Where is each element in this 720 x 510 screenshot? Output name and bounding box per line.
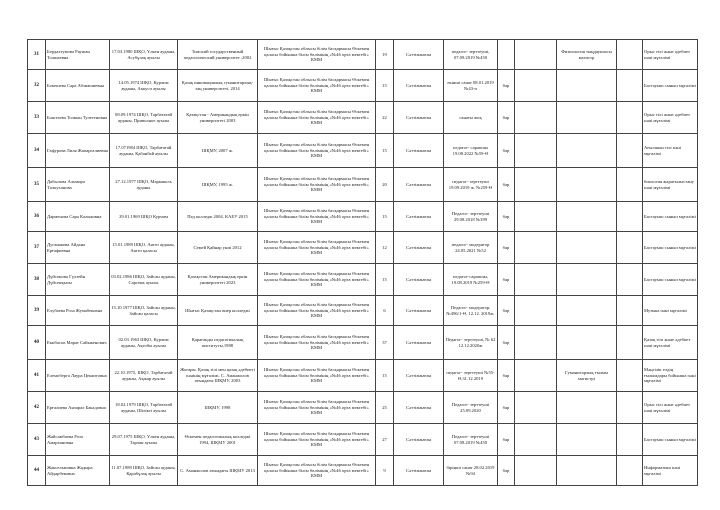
blank-cell-2 — [515, 70, 557, 102]
table-row — [28, 202, 698, 232]
education: Қазақстан Американдық еркін университеті 2023 — [178, 264, 258, 296]
row-number: 40 — [28, 326, 46, 360]
years-experience: 22 — [376, 102, 394, 134]
blank-cell-2 — [515, 134, 557, 168]
years-experience: 6 — [376, 296, 394, 326]
category-status: Сәттімжаған — [394, 264, 444, 296]
blank-cell-1: бар — [498, 202, 515, 232]
blank-cell-3 — [617, 326, 643, 360]
blank-cell-1: бар — [498, 296, 515, 326]
qualification: Педагог- зерттеуші 25.09.2020 — [444, 392, 498, 424]
row-number: 34 — [28, 134, 46, 168]
qualification: педагог- сарапшы 19.08.2022 №59-Ө — [444, 134, 498, 168]
table-row — [28, 40, 698, 70]
subject: Орыс тілі және әдебиет пәні мұғалімі — [643, 392, 698, 424]
full-name: Ерғалиева Анзарал Бакадовна — [46, 392, 110, 424]
education: Қазақстан - Американдық еркін университеті 2003 — [178, 102, 258, 134]
blank-cell-3 — [617, 296, 643, 326]
table-row — [28, 456, 698, 486]
birth-info: 02.03.1963 ШҚО, Курчим ауданы, Ақтобы ауылы — [110, 326, 178, 360]
category-status: Сәттімжаған — [394, 392, 444, 424]
degree — [557, 134, 617, 168]
blank-cell-3 — [617, 70, 643, 102]
staff-table-sheet — [27, 39, 697, 486]
blank-cell-1: бар — [498, 424, 515, 456]
degree — [557, 168, 617, 202]
full-name: Жайсамбаева Роза Амархановна — [46, 424, 110, 456]
qualification: санаты жоқ — [444, 102, 498, 134]
full-name: Гафурова Лиля Жапаргалиевна — [46, 134, 110, 168]
blank-cell-3 — [617, 456, 643, 486]
qualification: Педагог- зерттеуші 07.08.2019 №450 — [444, 424, 498, 456]
degree — [557, 296, 617, 326]
blank-cell-2 — [515, 456, 557, 486]
qualification: екінші санат 08.01.2019 №43-п — [444, 70, 498, 102]
education: Өскемен педагогикалық колледжі 1994, ШҚМУ 2001 — [178, 424, 258, 456]
row-number: 42 — [28, 392, 46, 424]
blank-cell-1: бар — [498, 264, 515, 296]
subject: Бастауыш сынып мұғалімі — [643, 232, 698, 264]
degree — [557, 392, 617, 424]
workplace: Шығыс Қазақстан облысы білім басқармасы Өскемен қаласы бойынша білім бөлімінің «№46 орта мектебі» КММ — [258, 296, 376, 326]
blank-cell-2 — [515, 168, 557, 202]
birth-info: 15.10.1977 ШҚО, Зайсан ауданы, Зайсан қаласы — [110, 296, 178, 326]
years-experience: 15 — [376, 264, 394, 296]
degree — [557, 424, 617, 456]
blank-cell-1: бар — [498, 360, 515, 392]
education: Қарағанды педагогикалық институты,1988 — [178, 326, 258, 360]
blank-cell-2 — [515, 102, 557, 134]
blank-cell-3 — [617, 134, 643, 168]
subject: Информатика пәні мұғалімі — [643, 456, 698, 486]
years-experience: 15 — [376, 202, 394, 232]
table-row — [28, 168, 698, 202]
education: Жоғары. Қазақ тілі мен қазақ әдебиеті пәнінің мұғалімі, С. Аманжолов атындағы ШҚМУ, 2003 — [178, 360, 258, 392]
qualification: Педагог- зерттеуші, № 62 12.12.2020ж — [444, 326, 498, 360]
full-name: Бердахтумова Раушан Толшаевна — [46, 40, 110, 70]
subject: биология жаратылыстану пәні мұғалімі — [643, 168, 698, 202]
education: ШҚМУ, 1995 ж. — [178, 168, 258, 202]
degree — [557, 456, 617, 486]
workplace: Шығыс Қазақстан облысы білім басқармасы Өскемен қаласы бойынша білім бөлімінің «№46 орта мектебі» КММ — [258, 70, 376, 102]
workplace: Шығыс Қазақстан облысы білім басқармасы Өскемен қаласы бойынша білім бөлімінің «№46 орта мектебі» КММ — [258, 326, 376, 360]
degree — [557, 102, 617, 134]
category-status: Сәттімжаған — [394, 296, 444, 326]
row-number: 41 — [28, 360, 46, 392]
blank-cell-3 — [617, 424, 643, 456]
workplace: Шығыс Қазақстан облысы білім басқармасы Өскемен қаласы бойынша білім бөлімінің «№46 орта мектебі» КММ — [258, 202, 376, 232]
category-status: Сәттімжаған — [394, 424, 444, 456]
blank-cell-1: бар — [498, 70, 515, 102]
workplace: Шығыс Қазақстан облысы білім басқармасы Өскемен қаласы бойынша білім бөлімінің «№46 орта мектебі» КММ — [258, 168, 376, 202]
subject: Бастауыш сынып мұғалімі — [643, 70, 698, 102]
workplace: Шығыс Қазақстан облысы білім басқармасы Өскемен қаласы бойынша білім бөлімінің «№46 орта мектебі» КММ — [258, 40, 376, 70]
table-row — [28, 70, 698, 102]
row-number: 44 — [28, 456, 46, 486]
full-name: Дүйсенова Гүлзейн Дүйсенқызы — [46, 264, 110, 296]
birth-info: 15.01.1989 ШҚО, Аягөз ауданы, Аягөз қаласы — [110, 232, 178, 264]
workplace: Шығыс Қазақстан облысы білім басқармасы Өскемен қаласы бойынша білім бөлімінің «№46 орта мектебі» КММ — [258, 424, 376, 456]
workplace: Шығыс Қазақстан облысы білім басқармасы Өскемен қаласы бойынша білім бөлімінің «№46 орта мектебі» КММ — [258, 102, 376, 134]
subject: Мәңгілік елдің ғылымдары бойынша пәні мұғалімі — [643, 360, 698, 392]
blank-cell-1 — [498, 40, 515, 70]
subject: Музыка пәні мұғалімі — [643, 296, 698, 326]
row-number: 39 — [28, 296, 46, 326]
degree: Физиология тыңдаушысы магистр — [557, 40, 617, 70]
degree — [557, 232, 617, 264]
blank-cell-1: бар — [498, 134, 515, 168]
birth-info: 29.01.1969 ШҚО Курчим — [110, 202, 178, 232]
blank-cell-2 — [515, 202, 557, 232]
category-status: Сәттімжаған — [394, 202, 444, 232]
table-row — [28, 296, 698, 326]
blank-cell-1: бар — [498, 392, 515, 424]
qualification: педагог-сарапшы, 19.08.2019 №259-Ө — [444, 264, 498, 296]
education: Томский государственный педагогический университет ,2002 — [178, 40, 258, 70]
table-row — [28, 360, 698, 392]
subject: Қазақ тілі және әдебиет пәні мұғалімі — [643, 326, 698, 360]
qualification: педагог- зерттеуші, 07.09.2019 №450 — [444, 40, 498, 70]
subject: Бастауыш сынып мұғалімі — [643, 202, 698, 232]
full-name: Дуганакова Айдана Ерғафиевна — [46, 232, 110, 264]
blank-cell-3 — [617, 232, 643, 264]
birth-info: 08.09.1974 ШҚО, Тарбағатай ауданы, Приволное ауылы — [110, 102, 178, 134]
years-experience: 15 — [376, 70, 394, 102]
blank-cell-3 — [617, 264, 643, 296]
row-number: 33 — [28, 102, 46, 134]
blank-cell-3 — [617, 102, 643, 134]
row-number: 32 — [28, 70, 46, 102]
blank-cell-2 — [515, 40, 557, 70]
education: ШҚМУ, 2007 ж. — [178, 134, 258, 168]
workplace: Шығыс Қазақстан облысы білім басқармасы Өскемен қаласы бойынша білім бөлімінің «№46 орта мектебі» КММ — [258, 134, 376, 168]
full-name: Екибасов Марат Сайыкенович — [46, 326, 110, 360]
category-status: Сәттімжаған — [394, 70, 444, 102]
blank-cell-1: бар — [498, 168, 515, 202]
years-experience: 20 — [376, 168, 394, 202]
blank-cell-3 — [617, 360, 643, 392]
category-status: Сәттімжаған — [394, 326, 444, 360]
full-name: Елубаева Роза Жумабековна — [46, 296, 110, 326]
category-status: Сәттімжаған — [394, 102, 444, 134]
subject: Бастауыш сынып мұғалімі — [643, 264, 698, 296]
subject: Ағылшын тілі пәні мұғалімі — [643, 134, 698, 168]
table-row — [28, 424, 698, 456]
subject: Бастауыш сынып мұғалімі — [643, 424, 698, 456]
category-status: Сәттімжаған — [394, 360, 444, 392]
row-number: 43 — [28, 424, 46, 456]
education: ШҚМУ, 1998 — [178, 392, 258, 424]
table-row — [28, 264, 698, 296]
category-status: Сәттімжаған — [394, 134, 444, 168]
row-number: 35 — [28, 168, 46, 202]
birth-info: 18.02.1979 ШҚО, Тарбағатай ауданы, Шілікті ауылы — [110, 392, 178, 424]
table-row — [28, 134, 698, 168]
degree — [557, 202, 617, 232]
qualification: Педагог- модератор, №496/1-Ө, 12.12. 2019ж. — [444, 296, 498, 326]
row-number: 38 — [28, 264, 46, 296]
blank-cell-2 — [515, 296, 557, 326]
workplace: Шығыс Қазақстан облысы білім басқармасы Өскемен қаласы бойынша білім бөлімінің «№46 орта мектебі» КММ — [258, 232, 376, 264]
education: Семей Қайнар униі 2012 — [178, 232, 258, 264]
years-experience: 37 — [376, 326, 394, 360]
years-experience: 9 — [376, 456, 394, 486]
blank-cell-1: бар — [498, 102, 515, 134]
table-row — [28, 392, 698, 424]
category-status: Сәттімжаған — [394, 456, 444, 486]
degree — [557, 326, 617, 360]
birth-info: 17.071984 ШҚО, Тарбағатай ауданы, Қабанбай ауылы — [110, 134, 178, 168]
degree — [557, 264, 617, 296]
blank-cell-2 — [515, 360, 557, 392]
blank-cell-1: бар — [498, 326, 515, 360]
degree — [557, 70, 617, 102]
blank-cell-1: бар — [498, 456, 515, 486]
years-experience: 25 — [376, 392, 394, 424]
blank-cell-2 — [515, 392, 557, 424]
subject: Орыс тілі және әдебиет пәні мұғалімі — [643, 102, 698, 134]
blank-cell-3 — [617, 168, 643, 202]
qualification: педагог- зерттеуші №55-Ө,31.12.2019 — [444, 360, 498, 392]
workplace: Шығыс Қазақстан облысы білім басқармасы Өскемен қаласы бойынша білім бөлімінің «№46 орта мектебі» КММ — [258, 456, 376, 486]
workplace: Шығыс Қазақстан облысы білім басқармасы Өскемен қаласы бойынша білім бөлімінің «№46 орта мектебі» КММ — [258, 392, 376, 424]
full-name: Жаксельмовна Жадыра Айдарбековна — [46, 456, 110, 486]
years-experience: 27 — [376, 424, 394, 456]
full-name: Дабылова Альмира Талкуханова — [46, 168, 110, 202]
category-status: Сәттімжаған — [394, 168, 444, 202]
full-name: Бокешева Сара Абзиашиевна — [46, 70, 110, 102]
full-name: Дарменова Сара Калыковна — [46, 202, 110, 232]
birth-info: 14.05.1974 ШҚО, Курчим ауданы, Аккусп ауылы — [110, 70, 178, 102]
birth-info: 03.02.1986 ШҚО, Зайсан ауданы, Сарсенк ауылы — [110, 264, 178, 296]
staff-table — [27, 39, 698, 486]
qualification: бірінші санат 28.02.2019 №94 — [444, 456, 498, 486]
blank-cell-2 — [515, 326, 557, 360]
full-name: Боштаева Толкын Тулегеновна — [46, 102, 110, 134]
qualification: Педагог- зерттеуші 29.08.2018 №399 — [444, 202, 498, 232]
birth-info: 17.03.1980 ШҚО, Үлкен ауданы, Асубұлақ ауылы — [110, 40, 178, 70]
row-number: 37 — [28, 232, 46, 264]
table-row — [28, 102, 698, 134]
table-row — [28, 326, 698, 360]
education: Пед колледж 2004, КАЕУ 2015 — [178, 202, 258, 232]
birth-info: 22.10.1975, ШҚО, Тарбағатай ауданы, Ақжар ауылы — [110, 360, 178, 392]
category-status: Сәттімжаған — [394, 40, 444, 70]
years-experience: 12 — [376, 232, 394, 264]
category-status: Сәттімжаған — [394, 232, 444, 264]
degree: Гуманитарлық ғылым магистрі — [557, 360, 617, 392]
years-experience: 19 — [376, 40, 394, 70]
workplace: Шығыс Қазақстан облысы білім басқармасы Өскемен қаласы бойынша білім бөлімінің «№46 орта мектебі» КММ — [258, 264, 376, 296]
blank-cell-3 — [617, 392, 643, 424]
years-experience: 15 — [376, 360, 394, 392]
blank-cell-3 — [617, 40, 643, 70]
qualification: педагог- модератор 24.05.2021 №52 — [444, 232, 498, 264]
subject: Орыс тілі және әдебиет пәні мұғалімі — [643, 40, 698, 70]
row-number: 36 — [28, 202, 46, 232]
blank-cell-2 — [515, 264, 557, 296]
years-experience: 15 — [376, 134, 394, 168]
education: Қазақ инновациялық гуманитарлық-заң университеті, 2014 — [178, 70, 258, 102]
birth-info: 27.12.1977 ШҚО, Маркаколь ауданы — [110, 168, 178, 202]
row-number: 31 — [28, 40, 46, 70]
qualification: педагог- зерттеуші 19.09.2019 ж. №259-Ө — [444, 168, 498, 202]
blank-cell-2 — [515, 424, 557, 456]
education: С. Аманжолов атындағы ШҚМУ 2013 — [178, 456, 258, 486]
table-row — [28, 232, 698, 264]
blank-cell-2 — [515, 232, 557, 264]
birth-info: 11.07.1989 ШҚО, Зайсан ауданы, Қарабұлақ ауылы — [110, 456, 178, 486]
full-name: Елемоберга Лаура Цекаитовна — [46, 360, 110, 392]
blank-cell-3 — [617, 202, 643, 232]
education: Шығыс Қазақстан өнер колледжі — [178, 296, 258, 326]
workplace: Шығыс Қазақстан облысы білім басқармасы Өскемен қаласы бойынша білім бөлімінің «№46 орта мектебі» КММ — [258, 360, 376, 392]
blank-cell-1: бар — [498, 232, 515, 264]
birth-info: 29.07.1975 ШҚО, Үлкен ауданы, Тарчан ауылы — [110, 424, 178, 456]
